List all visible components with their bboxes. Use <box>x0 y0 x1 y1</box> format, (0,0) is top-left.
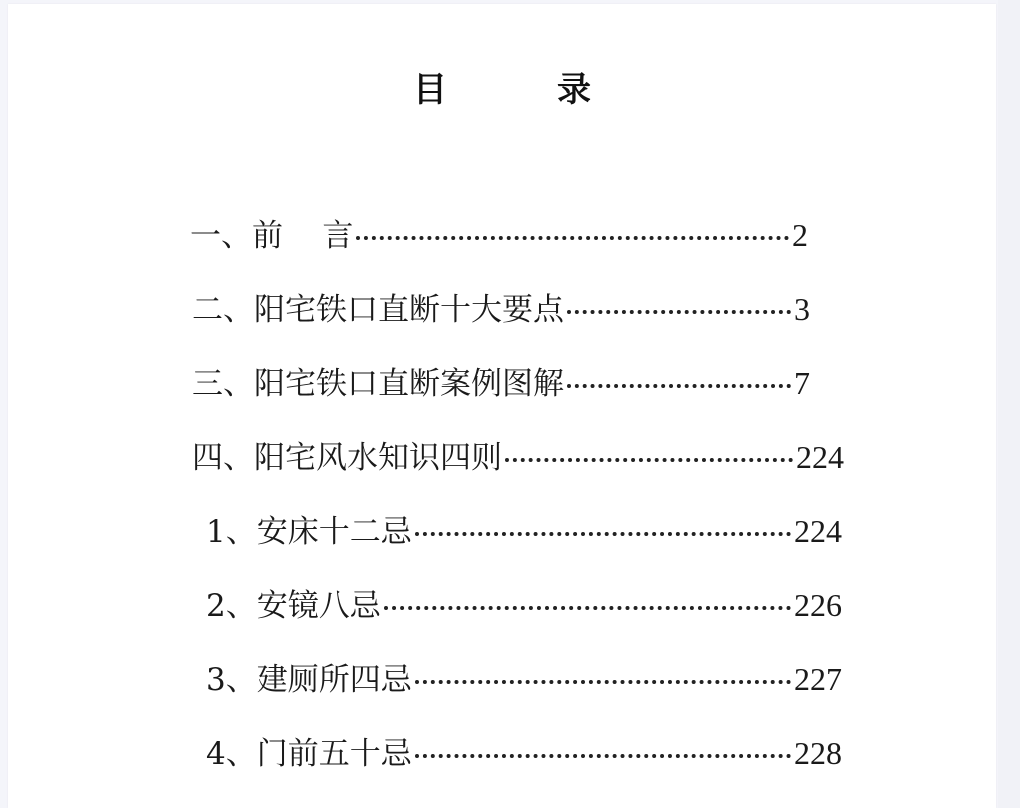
toc-entry-label: 一、前 言 <box>190 218 354 254</box>
toc-entry-door-taboos[interactable] <box>206 728 842 772</box>
toc-entry-label: 二、阳宅铁口直断十大要点 <box>192 292 564 328</box>
toc-leader-dots <box>413 656 793 690</box>
toc-entry-toilet-taboos[interactable] <box>206 654 842 698</box>
toc-entry-label: 1、安床十二忌 <box>206 514 412 550</box>
title-char-1: 目 <box>413 70 447 110</box>
toc-entry-label: 3、建厕所四忌 <box>206 662 412 698</box>
toc-leader-dots <box>413 730 793 764</box>
toc-entry-ten-key-points[interactable] <box>192 284 810 328</box>
toc-entry-page: 228 <box>794 735 842 771</box>
toc-leader-dots <box>565 286 793 320</box>
toc-entry-page: 227 <box>794 661 842 697</box>
toc-entry-label: 三、阳宅铁口直断案例图解 <box>192 366 564 402</box>
toc-entry-page: 224 <box>796 439 844 475</box>
toc-entry-label: 四、阳宅风水知识四则 <box>192 440 502 476</box>
toc-entry-page: 3 <box>794 291 810 327</box>
toc-entry-label: 4、门前五十忌 <box>206 736 412 772</box>
toc-entry-page: 2 <box>792 217 808 253</box>
toc-entry-page: 226 <box>794 587 842 623</box>
scrollbar-gutter[interactable] <box>998 0 1020 808</box>
toc-leader-dots <box>565 360 793 394</box>
toc-leader-dots <box>503 434 795 468</box>
toc-entry-page: 7 <box>794 365 810 401</box>
toc-entry-page: 224 <box>794 513 842 549</box>
toc-entry-case-illustrations[interactable] <box>192 358 810 402</box>
toc-leader-dots <box>382 582 793 616</box>
toc-leader-dots <box>413 508 793 542</box>
toc-entry-mirror-taboos[interactable] <box>206 580 842 624</box>
toc-entry-bed-taboos[interactable] <box>206 506 842 550</box>
document-page <box>8 4 996 808</box>
title-char-2: 录 <box>557 70 591 110</box>
page-title <box>8 62 996 111</box>
toc-entry-fengshui-knowledge[interactable] <box>192 432 844 476</box>
toc-entry-label: 2、安镜八忌 <box>206 588 381 624</box>
toc-entry-preface[interactable] <box>190 210 808 254</box>
toc-leader-dots <box>354 212 791 246</box>
